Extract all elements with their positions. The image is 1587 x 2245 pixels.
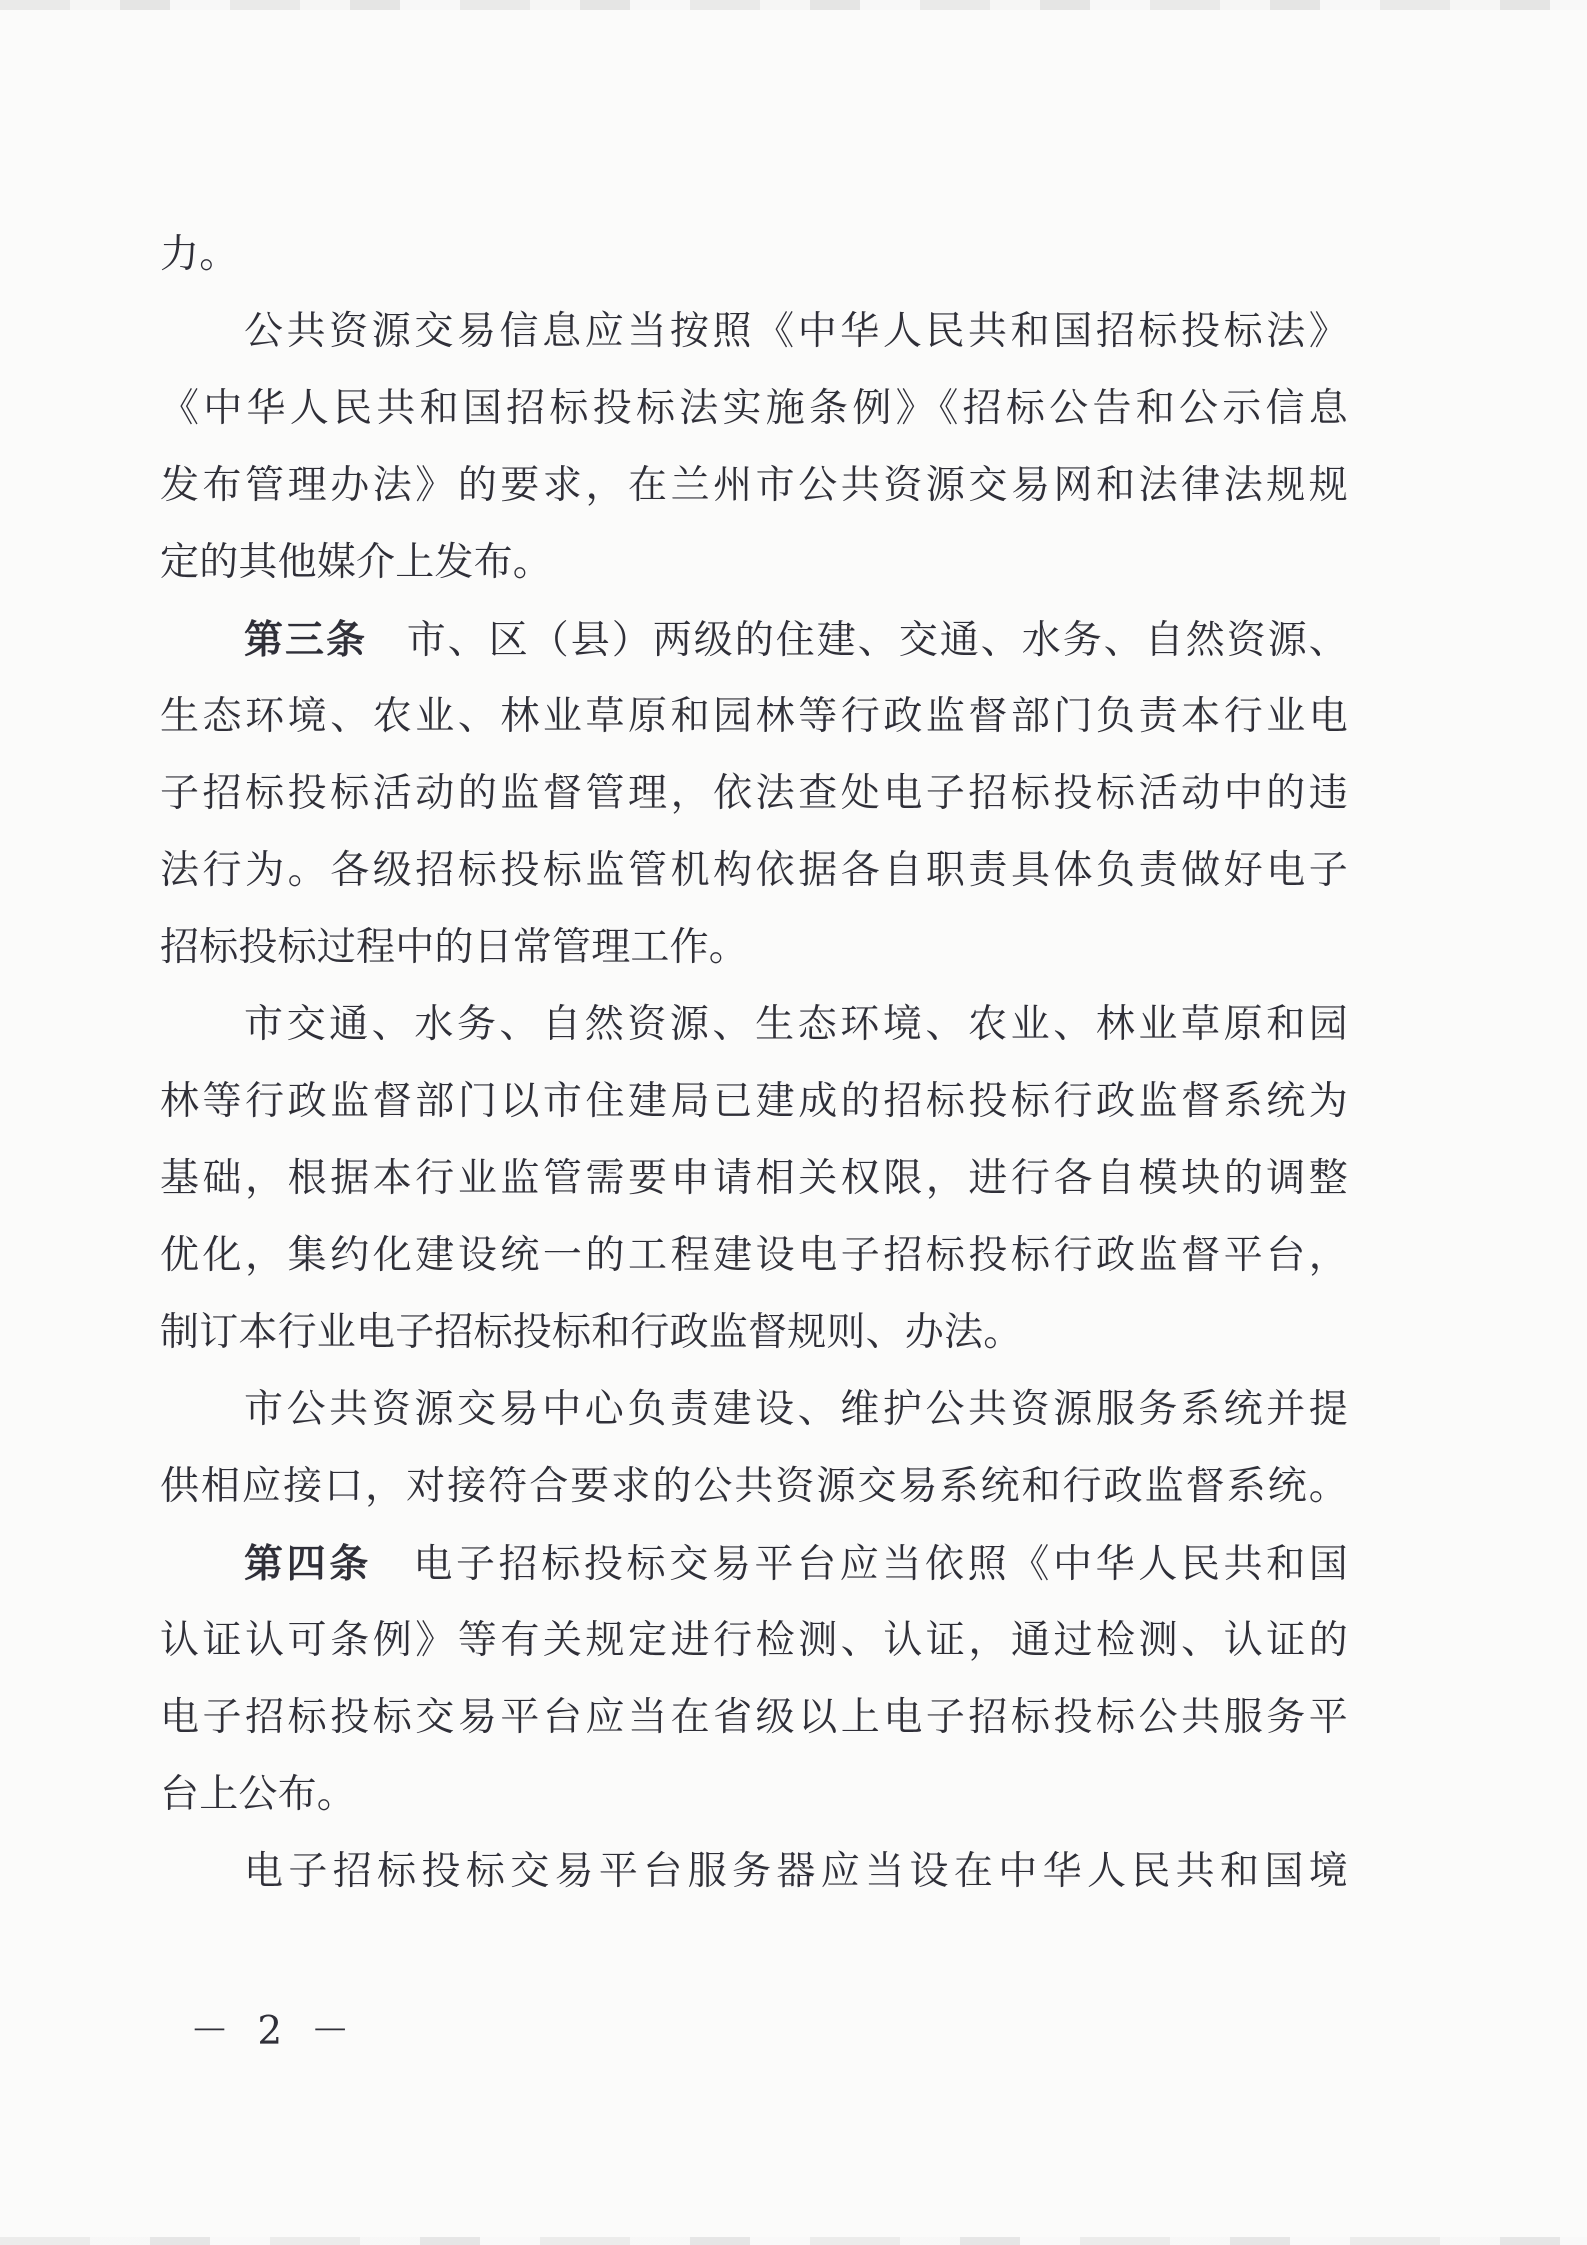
paragraph-line-2: 公共资源交易信息应当按照《中华人民共和国招标投标法》 [244,309,1348,354]
paragraph-line-3: 《中华人民共和国招标投标法实施条例》《招标公告和公示信息 [160,386,1348,431]
scan-edge-bottom [0,2237,1587,2245]
article-4-text: 电子招标投标交易平台应当依照《中华人民共和国 [409,1542,1348,1587]
paragraph-line-8: 子招标投标活动的监督管理，依法查处电子招标投标活动中的违 [160,771,1348,816]
paragraph-line-20: 电子招标投标交易平台应当在省级以上电子招标投标公共服务平 [160,1695,1348,1740]
article-4-label: 第四条 [244,1541,372,1587]
article-3-text: 市、区（县）两级的住建、交通、水务、自然资源、 [405,618,1348,663]
article-3-first-line [244,613,1348,667]
page-number: － 2 － [190,2009,358,2054]
scan-edge-top [0,0,1587,10]
paragraph-line-12: 林等行政监督部门以市住建局已建成的招标投标行政监督系统为 [160,1079,1348,1124]
paragraph-line-7: 生态环境、农业、林业草原和园林等行政监督部门负责本行业电 [160,694,1348,739]
paragraph-line-15: 制订本行业电子招标投标和行政监督规则、办法。 [160,1310,1023,1355]
paragraph-line-5: 定的其他媒介上发布。 [160,540,553,585]
paragraph-line-14: 优化，集约化建设统一的工程建设电子招标投标行政监督平台， [160,1233,1348,1278]
paragraph-line-4: 发布管理办法》的要求，在兰州市公共资源交易网和法律法规规 [160,463,1348,508]
paragraph-line-11: 市交通、水务、自然资源、生态环境、农业、林业草原和园 [244,1002,1348,1047]
paragraph-line-10: 招标投标过程中的日常管理工作。 [160,925,749,970]
paragraph-line-13: 基础，根据本行业监管需要申请相关权限，进行各自模块的调整 [160,1156,1348,1201]
paragraph-line-22: 电子招标投标交易平台服务器应当设在中华人民共和国境 [244,1849,1348,1894]
paragraph-line-16: 市公共资源交易中心负责建设、维护公共资源服务系统并提 [244,1387,1348,1432]
paragraph-line-1: 力。 [160,232,239,277]
paragraph-line-19: 认证认可条例》等有关规定进行检测、认证，通过检测、认证的 [160,1618,1348,1663]
paragraph-line-17: 供相应接口，对接符合要求的公共资源交易系统和行政监督系统。 [160,1464,1348,1509]
article-3-label: 第三条 [244,617,367,663]
article-4-first-line [244,1537,1348,1591]
paragraph-line-9: 法行为。各级招标投标监管机构依据各自职责具体负责做好电子 [160,848,1348,893]
paragraph-line-21: 台上公布。 [160,1772,357,1817]
